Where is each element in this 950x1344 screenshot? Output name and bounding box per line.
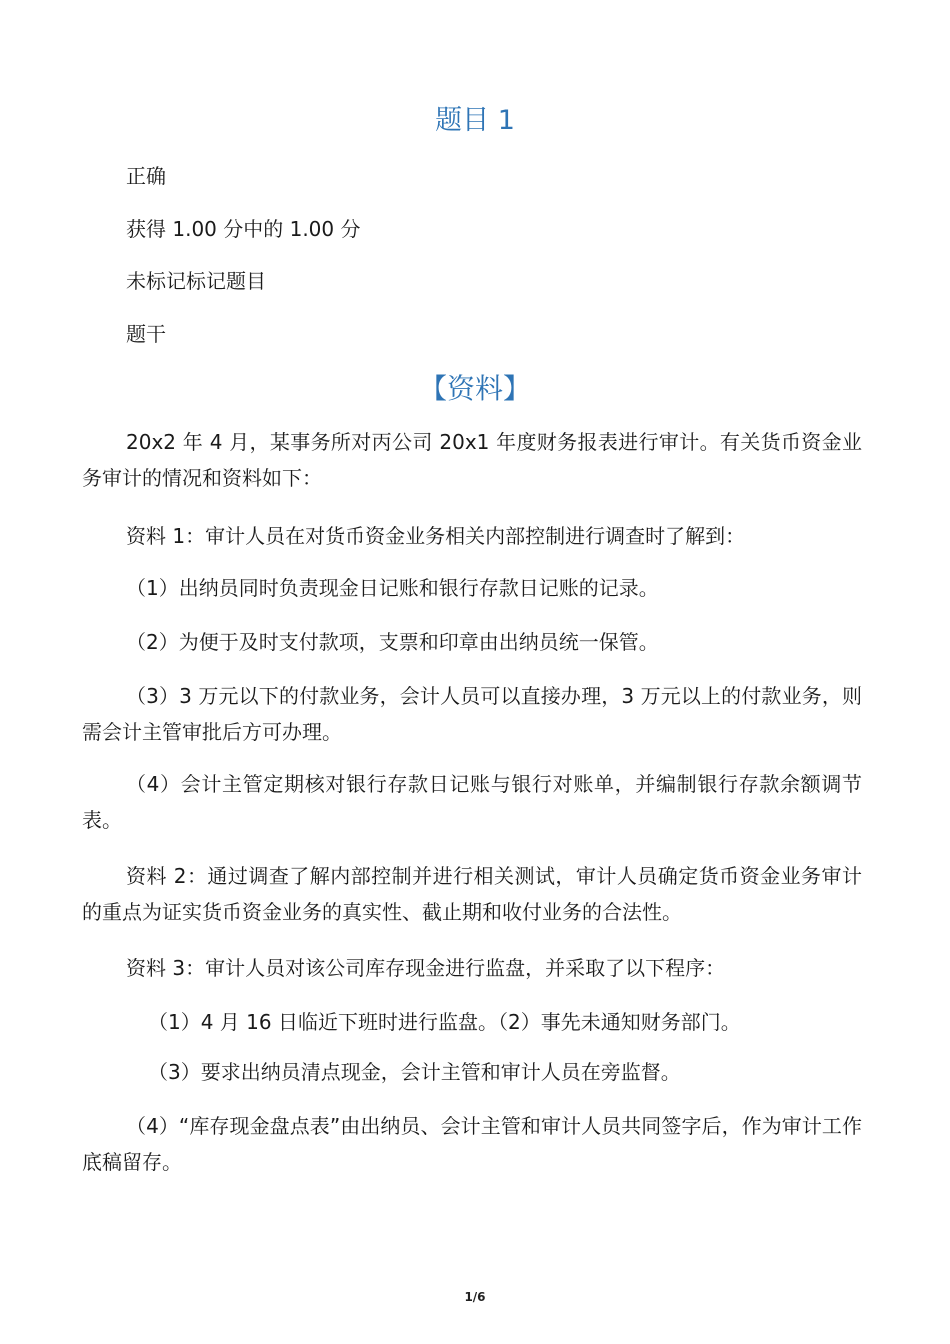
- flag-question-link[interactable]: 未标记标记题目: [126, 269, 266, 293]
- material-item2: 资料 2：通过调查了解内部控制并进行相关测试，审计人员确定货币资金业务审计的重点为证实货币资金业务的真实性、截止期和收付业务的合法性。: [82, 864, 862, 924]
- material-item3-intro: 资料 3：审计人员对该公司库存现金进行监盘，并采取了以下程序：: [126, 956, 726, 980]
- material-heading: 【资料】: [418, 372, 531, 405]
- material-item1-point-4: （4）会计主管定期核对银行存款日记账与银行对账单，并编制银行存款余额调节表。: [82, 772, 862, 832]
- question-score: 获得 1.00 分中的 1.00 分: [126, 217, 361, 241]
- question-stem-label: 题干: [126, 322, 166, 346]
- material-item1-point-2: （2）为便于及时支付款项，支票和印章由出纳员统一保管。: [126, 630, 659, 654]
- material-item3-point-2: （3）要求出纳员清点现金，会计主管和审计人员在旁监督。: [148, 1060, 681, 1084]
- material-item3-point-3: （4）“库存现金盘点表”由出纳员、会计主管和审计人员共同签字后，作为审计工作底稿留存。: [82, 1114, 862, 1174]
- material-item1-point-1: （1）出纳员同时负责现金日记账和银行存款日记账的记录。: [126, 576, 659, 600]
- question-status: 正确: [126, 164, 166, 188]
- material-item3-point-1: （1）4 月 16 日临近下班时进行监盘。（2）事先未通知财务部门。: [148, 1010, 741, 1034]
- page-number: 1/6: [464, 1290, 486, 1304]
- question-title: 题目 1: [435, 105, 515, 136]
- material-item1-point-3: （3）3 万元以下的付款业务，会计人员可以直接办理，3 万元以上的付款业务，则需会计主管审批后方可办理。: [82, 684, 862, 744]
- material-intro: 20x2 年 4 月，某事务所对丙公司 20x1 年度财务报表进行审计。有关货币资金业务审计的情况和资料如下：: [82, 430, 862, 490]
- material-item1-intro: 资料 1：审计人员在对货币资金业务相关内部控制进行调查时了解到：: [126, 524, 746, 548]
